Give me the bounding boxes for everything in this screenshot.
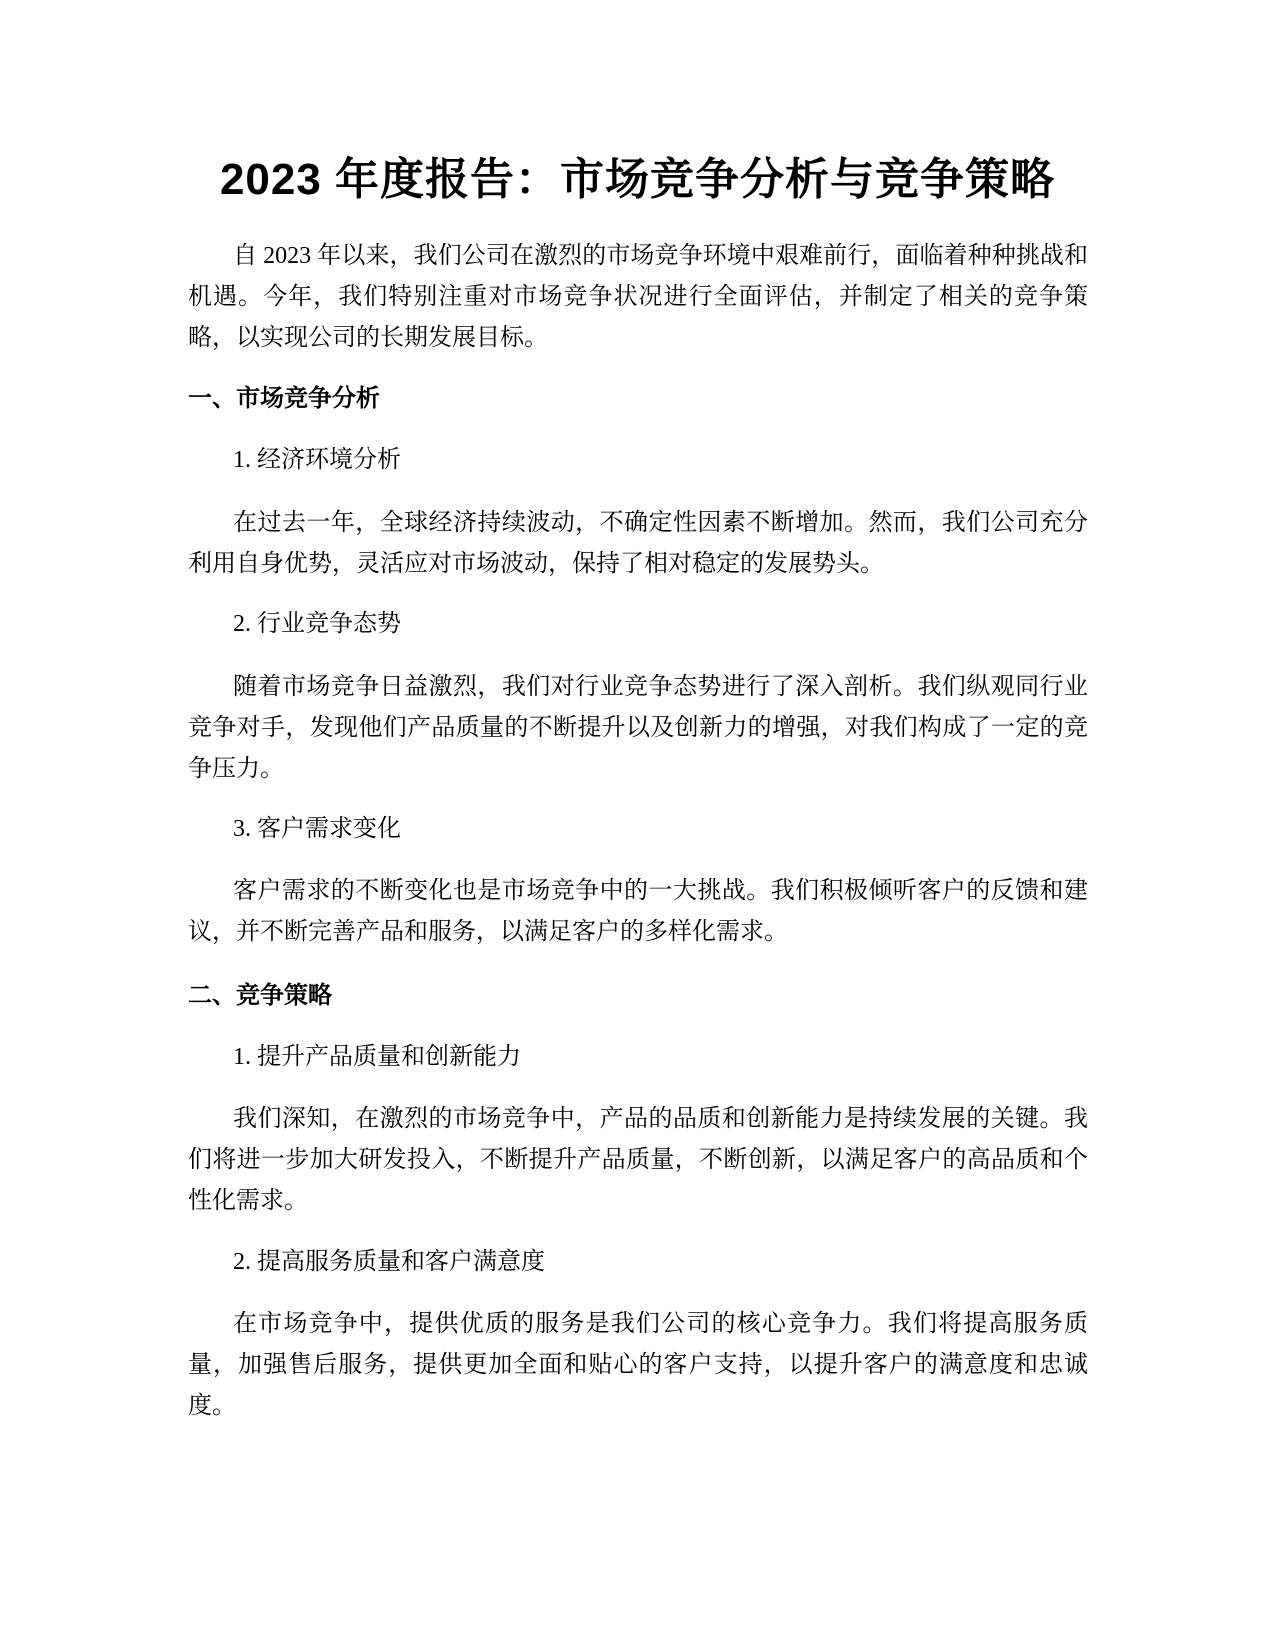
section-1-heading: 一、市场竞争分析 <box>188 385 380 412</box>
document-title: 2023 年度报告：市场竞争分析与竞争策略 <box>219 155 1056 204</box>
strategy-quality-text: 我们深知，在激烈的市场竞争中，产品的品质和创新能力是持续发展的关键。我们将进一步加大研发投入，不断提升产品质量，不断创新，以满足客户的高品质和个性化需求。 <box>188 1106 1088 1214</box>
intro-paragraph: 自 2023 年以来，我们公司在激烈的市场竞争环境中艰难前行，面临着种种挑战和机遇。今年，我们特别注重对市场竞争状况进行全面评估，并制定了相关的竞争策略，以实现公司的长期发展目标。 <box>188 243 1088 351</box>
subsection-economic-text: 在过去一年，全球经济持续波动，不确定性因素不断增加。然而，我们公司充分利用自身优势，灵活应对市场波动，保持了相对稳定的发展势头。 <box>188 510 1088 577</box>
subsection-industry-title: 2. 行业竞争态势 <box>233 611 401 637</box>
section-2-heading: 二、竞争策略 <box>188 982 332 1009</box>
strategy-service-text: 在市场竞争中，提供优质的服务是我们公司的核心竞争力。我们将提高服务质量，加强售后服务，提供更加全面和贴心的客户支持，以提升客户的满意度和忠诚度。 <box>188 1311 1088 1419</box>
strategy-service-title: 2. 提高服务质量和客户满意度 <box>233 1249 545 1275</box>
subsection-customer-title: 3. 客户需求变化 <box>233 816 401 842</box>
subsection-customer-text: 客户需求的不断变化也是市场竞争中的一大挑战。我们积极倾听客户的反馈和建议，并不断完善产品和服务，以满足客户的多样化需求。 <box>188 878 1088 945</box>
strategy-quality-title: 1. 提升产品质量和创新能力 <box>233 1044 521 1070</box>
subsection-industry-text: 随着市场竞争日益激烈，我们对行业竞争态势进行了深入剖析。我们纵观同行业竞争对手，发现他们产品质量的不断提升以及创新力的增强，对我们构成了一定的竞争压力。 <box>188 674 1088 782</box>
subsection-economic-title: 1. 经济环境分析 <box>233 447 401 473</box>
